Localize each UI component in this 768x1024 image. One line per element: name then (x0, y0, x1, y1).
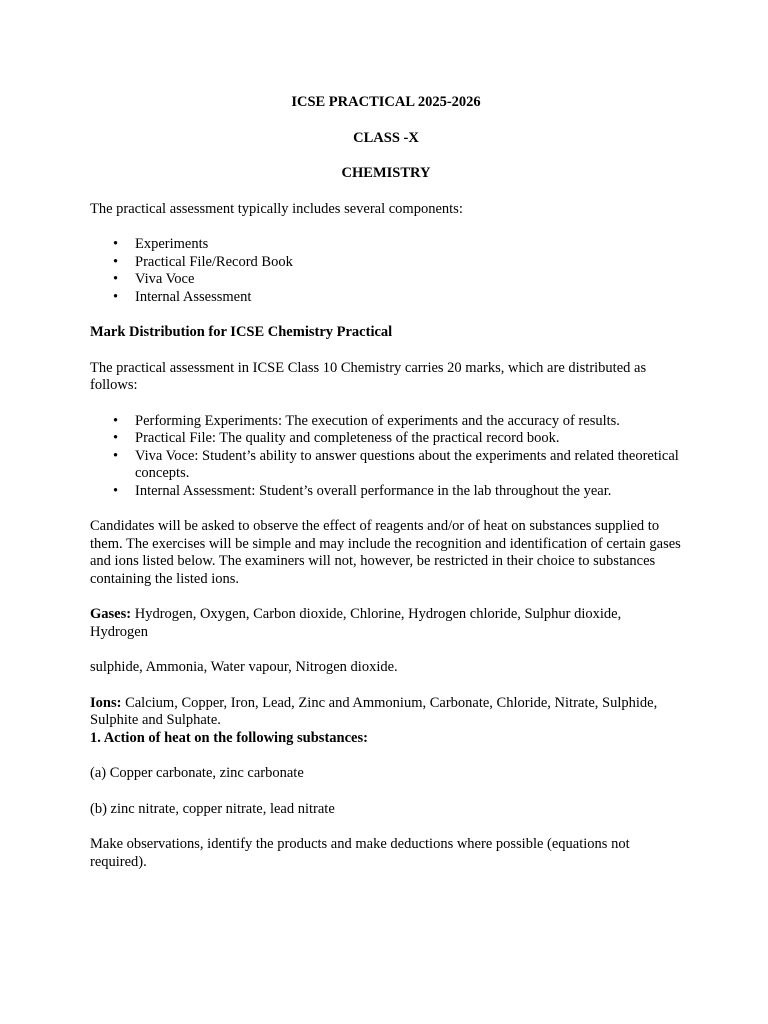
subject-heading: CHEMISTRY (341, 165, 431, 181)
class-heading: CLASS -X (353, 129, 419, 146)
list-item: • Internal Assessment: Student’s overall performance in the lab throughout the year. (135, 483, 682, 501)
ions-label: Ions: (90, 694, 122, 711)
mark-intro-paragraph: The practical assessment in ICSE Class 10 Chemistry carries 20 marks, which are distributed as follows: (90, 359, 647, 393)
document-title: ICSE PRACTICAL 2025-2026 (291, 94, 481, 110)
candidates-paragraph: Candidates will be asked to observe the effect of reagents and/or of heat on substances supplied to them. The exercises will be simple and may include the recognition and identification of certain gases and ions listed below. The examiners will not, however, be restricted in their choice to substances containing the listed ions. (90, 518, 681, 587)
document-page (90, 94, 682, 889)
section1-item-a: (a) Copper carbonate, zinc carbonate (90, 765, 304, 781)
list-item: • Performing Experiments: The execution of experiments and the accuracy of results. (135, 413, 682, 431)
gases-text: Hydrogen, Oxygen, Carbon dioxide, Chlorine, Hydrogen chloride, Sulphur dioxide, Hydrogen (90, 606, 622, 640)
list-item: • Experiments (135, 236, 682, 254)
section1-heading: 1. Action of heat on the following substances: (90, 729, 368, 746)
section1-item-b: (b) zinc nitrate, copper nitrate, lead nitrate (90, 800, 335, 817)
gases-paragraph (90, 606, 682, 641)
list-item: • Viva Voce (135, 271, 682, 289)
list-item: • Viva Voce: Student’s ability to answer questions about the experiments and related theoretical concepts. (135, 448, 682, 483)
list-item: • Practical File: The quality and completeness of the practical record book. (135, 430, 682, 448)
ions-paragraph (90, 695, 682, 730)
intro-paragraph: The practical assessment typically includes several components: (90, 200, 463, 217)
ions-text: Calcium, Copper, Iron, Lead, Zinc and Ammonium, Carbonate, Chloride, Nitrate, Sulphide, Sulphite and Sulphate. (90, 694, 658, 728)
components-list (90, 236, 682, 306)
gases-continuation: sulphide, Ammonia, Water vapour, Nitrogen dioxide. (90, 659, 398, 675)
list-item: • Internal Assessment (135, 289, 682, 307)
section1-note: Make observations, identify the products and make deductions where possible (equations not required). (90, 836, 630, 870)
mark-distribution-heading: Mark Distribution for ICSE Chemistry Practical (90, 324, 393, 340)
gases-label: Gases: (90, 606, 132, 622)
list-item: • Practical File/Record Book (135, 254, 682, 272)
mark-items-list (90, 413, 682, 501)
